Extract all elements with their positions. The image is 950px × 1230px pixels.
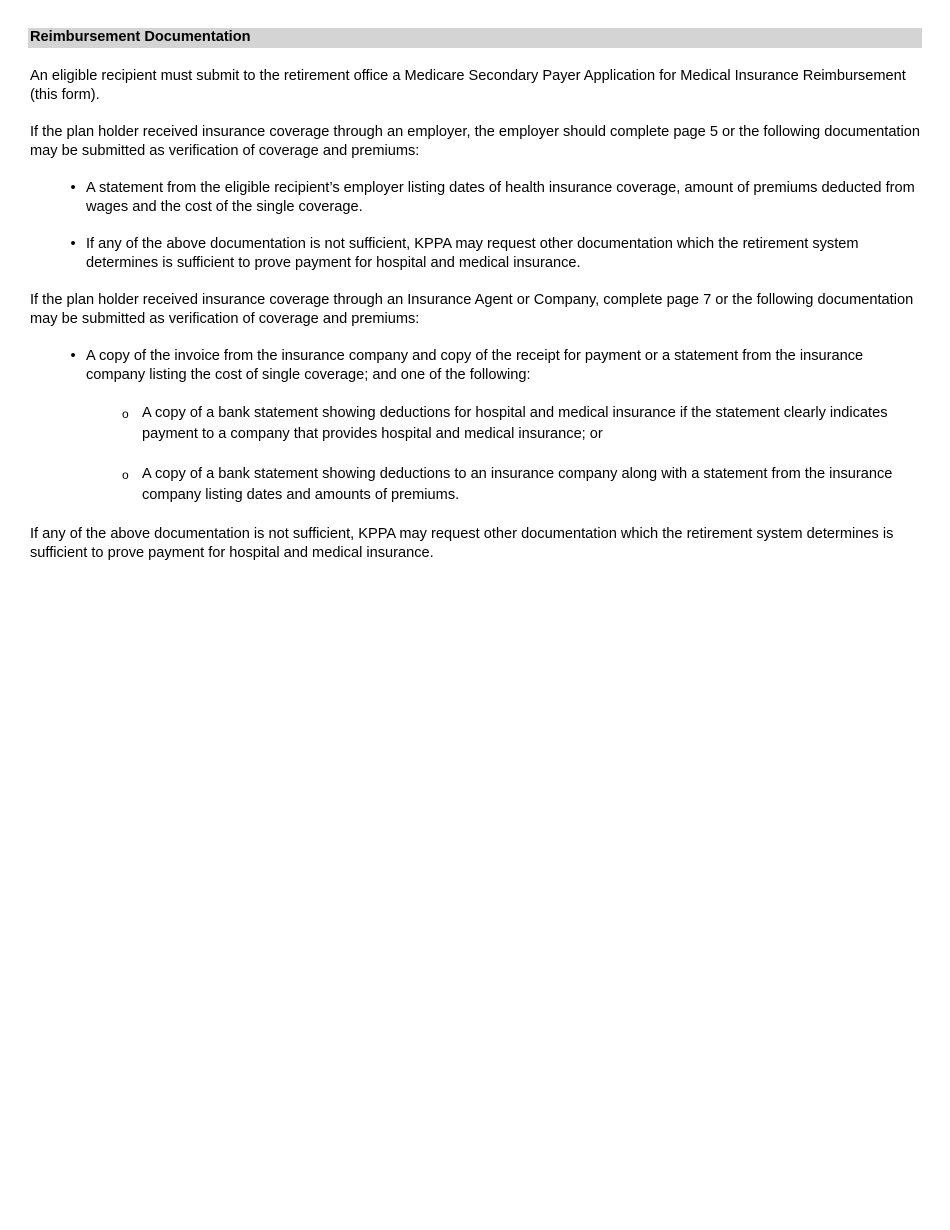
closing-paragraph: If any of the above documentation is not sufficient, KPPA may request other documentation which the retirement system determines is sufficient to prove payment for hospital and medical insurance.: [30, 526, 894, 561]
list-item-text: A copy of the invoice from the insurance company and copy of the receipt for payment or a statement from the insurance company listing the cost of single coverage; and one of the following:: [86, 348, 864, 383]
bullet-marker: •: [70, 236, 76, 252]
document-body: [30, 67, 922, 581]
list-item: [30, 347, 922, 506]
sub-list-item: [86, 464, 922, 506]
list-item: [30, 179, 922, 216]
bank-statement-options-list: [86, 403, 922, 506]
sub-list-item: [86, 403, 922, 445]
employer-documentation-list: [30, 179, 922, 272]
bullet-marker: •: [70, 348, 76, 364]
agent-paragraph: If the plan holder received insurance coverage through an Insurance Agent or Company, complete page 7 or the following documentation may be submitted as verification of coverage and premiums:: [30, 292, 914, 327]
list-item-text: If any of the above documentation is not sufficient, KPPA may request other documentation which the retirement system determines is sufficient to prove payment for hospital and medical insurance.: [86, 236, 859, 271]
sub-bullet-marker: o: [122, 468, 129, 482]
list-item-text: A statement from the eligible recipient’s employer listing dates of health insurance coverage, amount of premiums deducted from wages and the cost of the single coverage.: [86, 180, 915, 215]
sub-list-item-text: A copy of a bank statement showing deductions for hospital and medical insurance if the statement clearly indicates payment to a company that provides hospital and medical insurance; or: [142, 405, 888, 442]
section-header-reimbursement-documentation: [28, 28, 922, 48]
sub-bullet-marker: o: [122, 407, 129, 421]
employer-paragraph: If the plan holder received insurance coverage through an employer, the employer should complete page 5 or the following documentation may be submitted as verification of coverage and premiums:: [30, 124, 920, 159]
list-item: [30, 235, 922, 272]
section-title: Reimbursement Documentation: [30, 29, 251, 45]
agent-documentation-list: [30, 347, 922, 506]
sub-list-item-text: A copy of a bank statement showing deductions to an insurance company along with a statement from the insurance company listing dates and amounts of premiums.: [142, 466, 893, 503]
bullet-marker: •: [70, 180, 76, 196]
intro-paragraph: An eligible recipient must submit to the retirement office a Medicare Secondary Payer Application for Medical Insurance Reimbursement (this form).: [30, 68, 906, 103]
